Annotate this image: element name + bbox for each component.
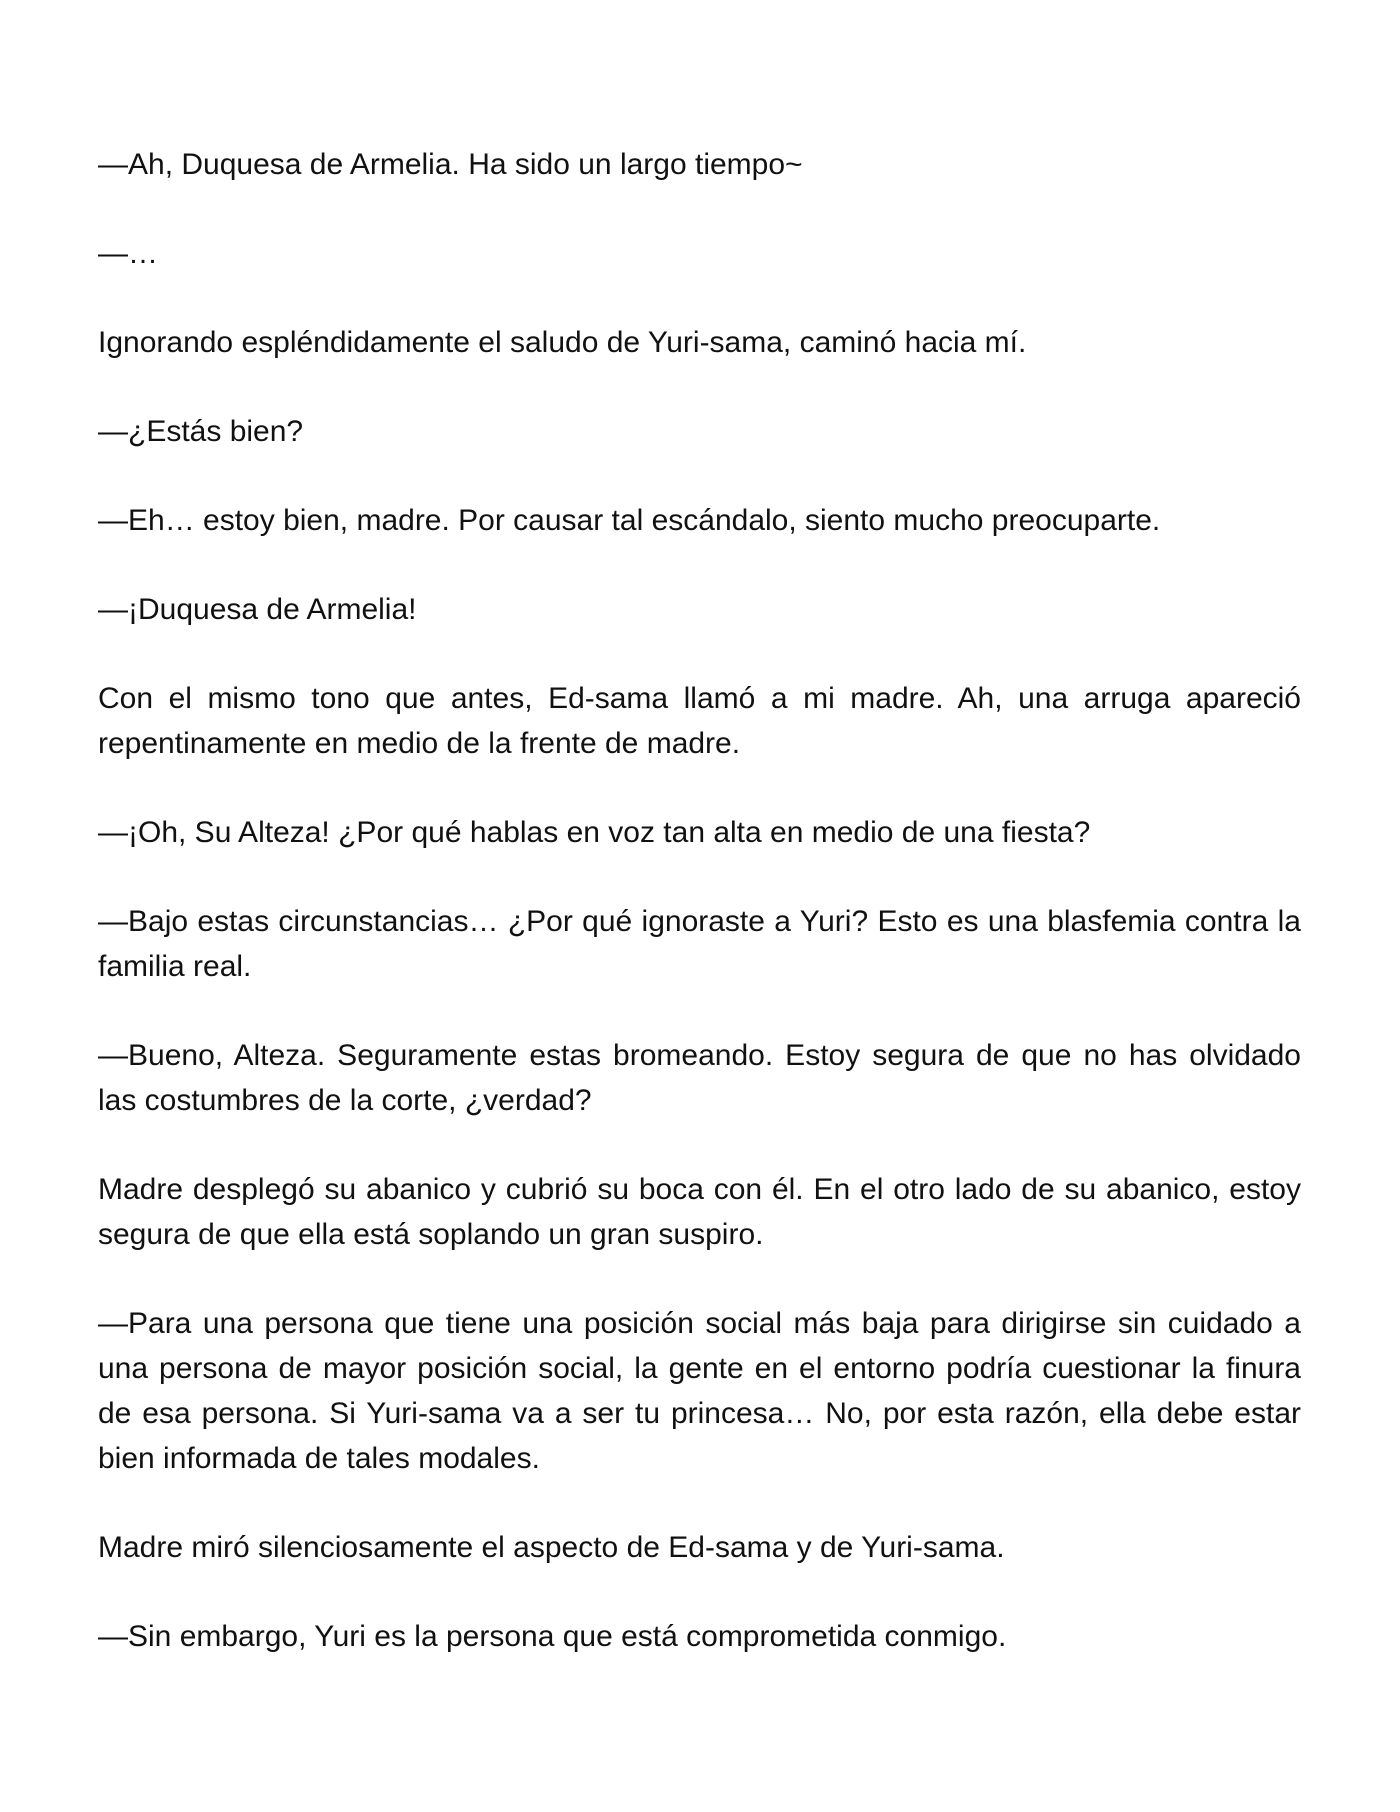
paragraph: —Ah, Duquesa de Armelia. Ha sido un largo tiempo~ xyxy=(98,148,803,181)
paragraph: —Eh… estoy bien, madre. Por causar tal escándalo, siento mucho preocuparte. xyxy=(98,504,1161,537)
paragraph: Con el mismo tono que antes, Ed-sama llamó a mi madre. Ah, una arruga apareció repentinamente en medio de la frente de madre. xyxy=(98,682,1301,760)
paragraph: Madre miró silenciosamente el aspecto de Ed-sama y de Yuri-sama. xyxy=(98,1531,1005,1564)
paragraph: —¡Duquesa de Armelia! xyxy=(98,593,417,626)
paragraph: Madre desplegó su abanico y cubrió su boca con él. En el otro lado de su abanico, estoy segura de que ella está soplando un gran suspiro. xyxy=(98,1173,1301,1251)
paragraph: —¿Estás bien? xyxy=(98,415,304,448)
paragraph: —Bueno, Alteza. Seguramente estas bromeando. Estoy segura de que no has olvidado las costumbres de la corte, ¿verdad? xyxy=(98,1039,1301,1117)
paragraph: —Bajo estas circunstancias… ¿Por qué ignoraste a Yuri? Esto es una blasfemia contra la familia real. xyxy=(98,905,1301,983)
paragraph: —¡Oh, Su Alteza! ¿Por qué hablas en voz tan alta en medio de una fiesta? xyxy=(98,816,1091,849)
paragraph: —… xyxy=(98,237,158,270)
paragraph: —Sin embargo, Yuri es la persona que está comprometida conmigo. xyxy=(98,1620,1007,1653)
paragraph: —Para una persona que tiene una posición social más baja para dirigirse sin cuidado a una persona de mayor posición social, la gente en el entorno podría cuestionar la finura de esa persona. Si Yuri-sama va a ser tu princesa… No, por esta razón, ella debe estar bien informada de tales modales. xyxy=(98,1307,1301,1475)
paragraph: Ignorando espléndidamente el saludo de Yuri-sama, caminó hacia mí. xyxy=(98,326,1027,359)
document-text xyxy=(98,142,1301,1703)
